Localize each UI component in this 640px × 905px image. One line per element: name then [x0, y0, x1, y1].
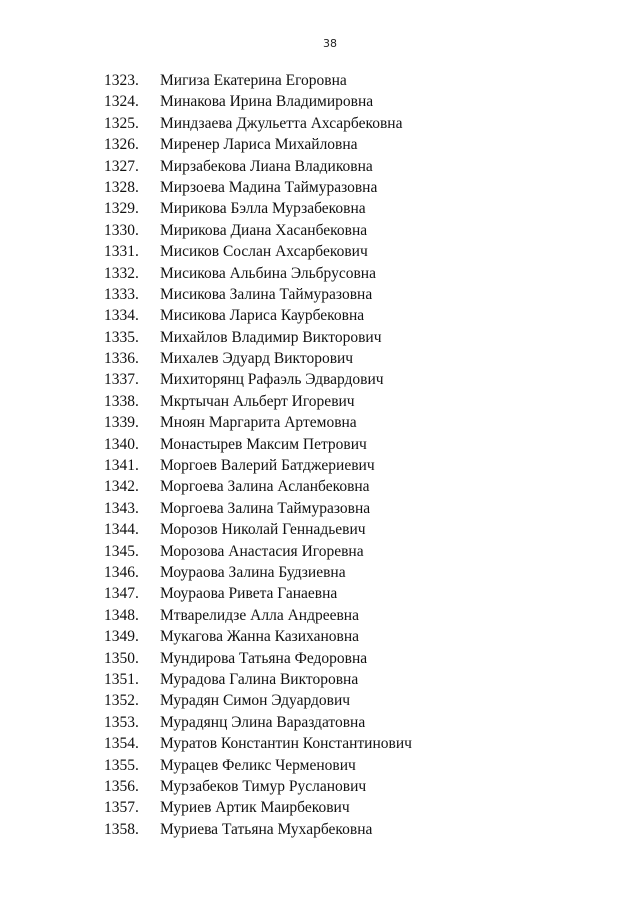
entry-name: Моураова Ривета Ганаевна: [160, 585, 338, 603]
entry-name: Мирзоева Мадина Таймуразовна: [160, 178, 378, 196]
entry-number: 1349.: [104, 628, 139, 646]
entry-number: 1338.: [104, 392, 139, 410]
entry-name: Мурадова Галина Викторовна: [160, 670, 359, 688]
list-item: [0, 583, 640, 604]
entry-name: Мкртычан Альберт Игоревич: [160, 392, 355, 410]
entry-name: Мисикова Залина Таймуразовна: [160, 285, 373, 303]
entry-number: 1346.: [104, 563, 139, 581]
list-item: [0, 455, 640, 476]
entry-name: Мноян Маргарита Артемовна: [160, 414, 357, 432]
entry-name: Мурацев Феликс Черменович: [160, 756, 356, 774]
entry-name: Моураова Залина Будзиевна: [160, 563, 346, 581]
list-item: [0, 284, 640, 305]
page-number: 38: [323, 37, 337, 50]
list-item: [0, 305, 640, 326]
entry-number: 1335.: [104, 328, 139, 346]
list-item: [0, 241, 640, 262]
list-item: [0, 156, 640, 177]
entry-number: 1336.: [104, 350, 139, 368]
list-item: [0, 70, 640, 91]
list-item: [0, 755, 640, 776]
list-item: [0, 220, 640, 241]
list-item: [0, 776, 640, 797]
list-item: [0, 519, 640, 540]
list-item: [0, 712, 640, 733]
entry-name: Моргоева Залина Асланбековна: [160, 478, 370, 496]
entry-number: 1342.: [104, 478, 139, 496]
list-item: [0, 263, 640, 284]
entry-name: Миренер Лариса Михайловна: [160, 136, 358, 154]
list-item: [0, 369, 640, 390]
entry-number: 1331.: [104, 243, 139, 261]
list-item: [0, 733, 640, 754]
entry-name: Моргоев Валерий Батджериевич: [160, 457, 375, 475]
list-item: [0, 819, 640, 840]
entry-name: Мирзабекова Лиана Владиковна: [160, 157, 373, 175]
list-item: [0, 605, 640, 626]
entry-name: Мигиза Екатерина Егоровна: [160, 72, 347, 89]
entry-name: Михиторянц Рафаэль Эдвардович: [160, 371, 384, 389]
entry-number: 1357.: [104, 799, 139, 817]
entry-name: Морозов Николай Геннадьевич: [160, 521, 366, 539]
entry-number: 1354.: [104, 735, 139, 753]
list-item: [0, 198, 640, 219]
entry-number: 1324.: [104, 93, 139, 111]
entry-number: 1351.: [104, 670, 139, 688]
entry-name: Миндзаева Джульетта Ахсарбековна: [160, 114, 403, 132]
list-item: [0, 476, 640, 497]
entry-number: 1326.: [104, 136, 139, 154]
list-item: [0, 391, 640, 412]
entry-name: Мисикова Альбина Эльбрусовна: [160, 264, 376, 282]
name-list: [0, 70, 640, 840]
list-item: [0, 648, 640, 669]
entry-name: Мтварелидзе Алла Андреевна: [160, 606, 359, 624]
list-item: [0, 690, 640, 711]
list-item: [0, 797, 640, 818]
entry-number: 1343.: [104, 499, 139, 517]
list-item: [0, 348, 640, 369]
entry-number: 1348.: [104, 606, 139, 624]
entry-name: Мирикова Бэлла Мурзабековна: [160, 200, 366, 218]
entry-name: Муратов Константин Константинович: [160, 735, 412, 753]
entry-number: 1337.: [104, 371, 139, 389]
entry-number: 1341.: [104, 457, 139, 475]
list-item: [0, 327, 640, 348]
entry-number: 1340.: [104, 435, 139, 453]
entry-name: Мундирова Татьяна Федоровна: [160, 649, 368, 667]
entry-name: Минакова Ирина Владимировна: [160, 93, 374, 111]
list-item: [0, 412, 640, 433]
entry-name: Мурадян Симон Эдуардович: [160, 692, 351, 710]
list-item: [0, 91, 640, 112]
entry-name: Муриева Татьяна Мухарбековна: [160, 820, 373, 838]
entry-number: 1358.: [104, 820, 139, 838]
list-item: [0, 669, 640, 690]
entry-number: 1332.: [104, 264, 139, 282]
entry-name: Михайлов Владимир Викторович: [160, 328, 382, 346]
entry-name: Морозова Анастасия Игоревна: [160, 542, 364, 560]
list-item: [0, 562, 640, 583]
list-item: [0, 541, 640, 562]
list-item: [0, 626, 640, 647]
entry-number: 1325.: [104, 114, 139, 132]
entry-name: Мурзабеков Тимур Русланович: [160, 777, 367, 795]
entry-name: Мукагова Жанна Казихановна: [160, 628, 360, 646]
entry-name: Мисикова Лариса Каурбековна: [160, 307, 365, 325]
entry-number: 1352.: [104, 692, 139, 710]
entry-number: 1328.: [104, 178, 139, 196]
entry-number: 1339.: [104, 414, 139, 432]
entry-name: Муриев Артик Маирбекович: [160, 799, 350, 817]
entry-number: 1333.: [104, 285, 139, 303]
entry-name: Мурадянц Элина Вараздатовна: [160, 713, 366, 731]
list-item: [0, 134, 640, 155]
entry-name: Мисиков Сослан Ахсарбекович: [160, 243, 368, 261]
entry-number: 1323.: [104, 72, 139, 89]
list-item: [0, 434, 640, 455]
entry-number: 1353.: [104, 713, 139, 731]
entry-name: Михалев Эдуард Викторович: [160, 350, 354, 368]
entry-number: 1327.: [104, 157, 139, 175]
entry-number: 1329.: [104, 200, 139, 218]
list-item: [0, 498, 640, 519]
entry-number: 1330.: [104, 221, 139, 239]
entry-number: 1356.: [104, 777, 139, 795]
entry-name: Моргоева Залина Таймуразовна: [160, 499, 371, 517]
entry-name: Монастырев Максим Петрович: [160, 435, 367, 453]
entry-name: Мирикова Диана Хасанбековна: [160, 221, 368, 239]
entry-number: 1350.: [104, 649, 139, 667]
list-item: [0, 113, 640, 134]
list-item: [0, 177, 640, 198]
entry-number: 1344.: [104, 521, 139, 539]
entry-number: 1345.: [104, 542, 139, 560]
entry-number: 1347.: [104, 585, 139, 603]
entry-number: 1355.: [104, 756, 139, 774]
entry-number: 1334.: [104, 307, 139, 325]
